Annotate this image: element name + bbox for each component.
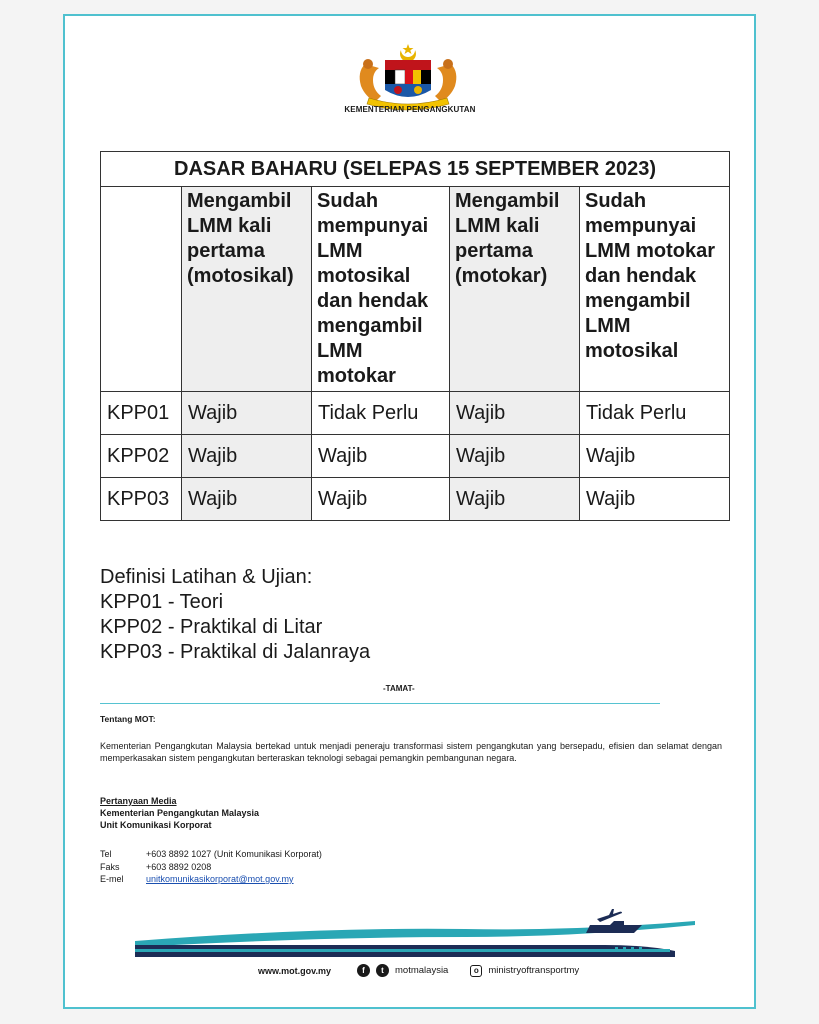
table-cell: Wajib [182,435,312,478]
contact-label: Tel [100,849,112,859]
ministry-name: KEMENTERIAN PENGANGKUTAN [344,105,476,114]
media-unit: Unit Komunikasi Korporat [100,820,212,830]
table-title: DASAR BAHARU (SELEPAS 15 SEPTEMBER 2023) [101,152,730,187]
media-heading: Pertanyaan Media [100,796,177,806]
media-org: Kementerian Pengangkutan Malaysia [100,808,260,818]
transport-banner-graphic [135,905,695,960]
row-label: KPP01 [101,392,182,435]
definition-item: KPP01 - Teori [100,591,224,613]
policy-table [100,151,730,521]
table-header-row [101,187,730,392]
table-row [101,478,730,521]
table-cell: Wajib [312,435,450,478]
contact-label: Faks [100,861,120,872]
contact-row [100,873,322,886]
end-marker: -TAMAT- [383,684,415,693]
footer-bar [258,964,579,977]
website-link[interactable]: www.mot.gov.my [258,965,332,976]
instagram-icon[interactable]: o [470,965,482,977]
instagram-handle[interactable]: ministryoftransportmy [488,965,580,976]
table-cell: Wajib [312,478,450,521]
twitter-icon[interactable]: t [376,964,389,977]
table-cell: Wajib [450,478,580,521]
table-row [101,392,730,435]
column-header [101,187,182,392]
social-handle[interactable]: motmalaysia [395,965,449,976]
column-header: Sudah mempunyai LMM motokar dan hendak mengambil LMM motosikal [580,187,730,392]
facebook-icon[interactable]: f [357,964,370,977]
definition-item: KPP03 - Praktikal di Jalanraya [100,641,371,663]
contact-value: +603 8892 1027 (Unit Komunikasi Korporat) [146,849,322,859]
row-label: KPP02 [101,435,182,478]
table-cell: Wajib [182,392,312,435]
table-cell: Wajib [580,478,730,521]
coat-of-arms-logo [343,42,473,112]
media-contact-block [100,795,259,831]
table-cell: Wajib [182,478,312,521]
row-label: KPP03 [101,478,182,521]
table-cell: Tidak Perlu [580,392,730,435]
column-header: Mengambil LMM kali pertama (motokar) [450,187,580,392]
about-body: Kementerian Pengangkutan Malaysia bertekad untuk menjadi peneraju transformasi sistem pengangkutan yang bersepadu, efisien dan selamat dengan memperkasakan sistem pengangkutan berteraskan teknologi sebagai pemangkin pembangunan negara. [100,741,722,763]
definitions-heading: Definisi Latihan & Ujian: [100,566,313,588]
table-cell: Tidak Perlu [312,392,450,435]
contact-label: E-mel [100,874,124,884]
contact-row [100,848,322,861]
divider [100,703,660,704]
contact-row [100,861,322,874]
contacts-block [100,848,322,886]
table-cell: Wajib [450,392,580,435]
column-header: Sudah mempunyai LMM motosikal dan hendak mengambil LMM motokar [312,187,450,392]
email-link[interactable]: unitkomunikasikorporat@mot.gov.my [146,874,294,884]
table-row [101,435,730,478]
column-header: Mengambil LMM kali pertama (motosikal) [182,187,312,392]
definitions-section [100,565,370,665]
table-cell: Wajib [580,435,730,478]
about-title: Tentang MOT: [100,714,156,724]
contact-value: +603 8892 0208 [146,861,212,872]
definition-item: KPP02 - Praktikal di Litar [100,616,323,638]
table-cell: Wajib [450,435,580,478]
